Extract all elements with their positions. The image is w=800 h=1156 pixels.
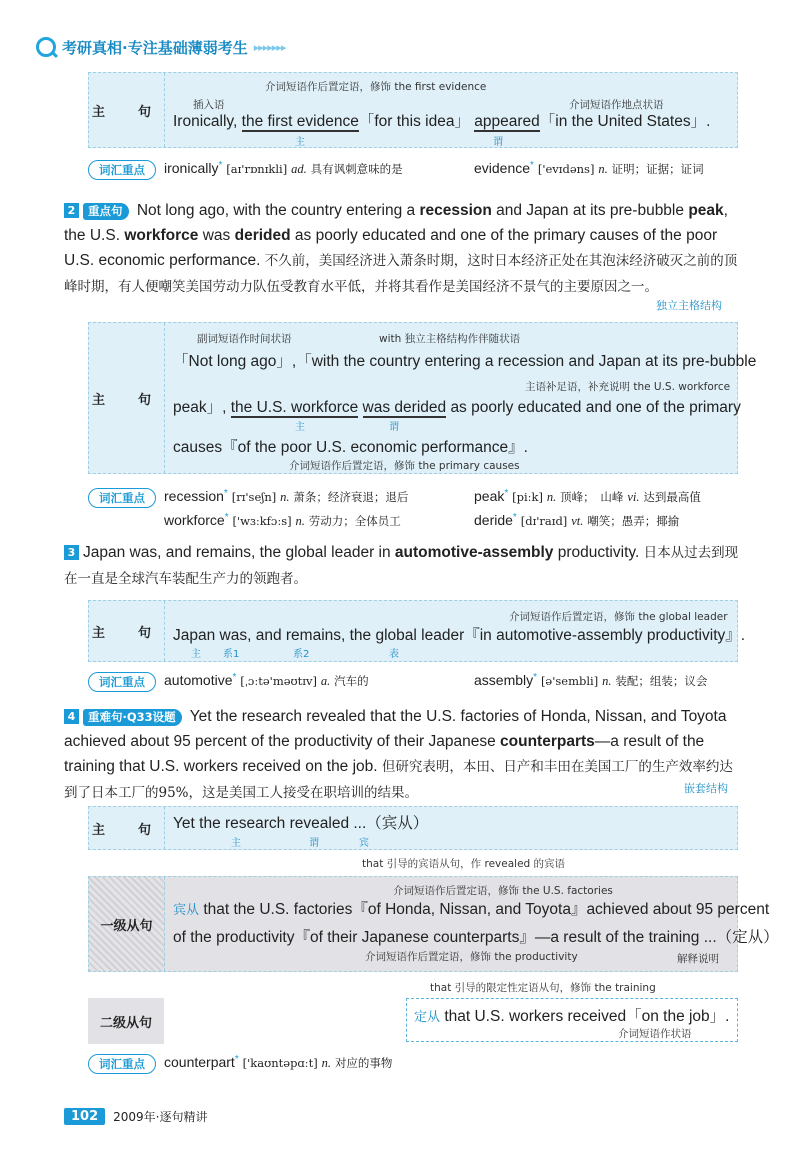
vocab-item: peak* [piːk] n. 顶峰； 山峰 vi. 达到最高值 bbox=[474, 488, 701, 504]
sentence-line: Ironically, the first evidence「for this idea」 appeared「in the United States」. bbox=[173, 113, 711, 130]
box-label: 主 句 bbox=[89, 73, 165, 147]
sentence-line: Yet the research revealed ...（宾从） bbox=[173, 815, 429, 832]
analysis-box-4 bbox=[88, 806, 738, 850]
annotation: 介词短语作后置定语，修饰 the primary causes bbox=[289, 460, 520, 472]
annotation: 介词短语作后置定语，修饰 the first evidence bbox=[265, 81, 487, 93]
vocab-item: assembly* [ə'sembli] n. 装配；组装；议会 bbox=[474, 672, 708, 688]
sentence-line: Japan was, and remains, the global leader『in automotive-assembly productivity』. bbox=[173, 627, 746, 644]
tag-subject: 主 bbox=[295, 422, 305, 433]
vocab-badge: 词汇重点 bbox=[88, 672, 156, 692]
vocab-item: evidence* ['evɪdəns] n. 证明；证据；证词 bbox=[474, 160, 704, 176]
sentence-number: 2 bbox=[64, 203, 79, 218]
annotation: 介词短语作后置定语，修饰 the global leader bbox=[509, 611, 728, 623]
analysis-box-6 bbox=[88, 998, 738, 1044]
vocab-badge: 词汇重点 bbox=[88, 488, 156, 508]
tag-subject: 主 bbox=[191, 649, 201, 660]
box-label: 二级从句 bbox=[88, 998, 164, 1044]
annotation: 介词短语作地点状语 bbox=[569, 99, 664, 111]
vocab-item: counterpart* ['kaʊntəpɑːt] n. 对应的事物 bbox=[164, 1054, 393, 1070]
tag-predicate: 谓 bbox=[493, 137, 503, 148]
box-label: 一级从句 bbox=[89, 877, 165, 971]
box-label: 主 句 bbox=[89, 323, 165, 473]
structure-tag: 独立主格结构 bbox=[656, 299, 722, 312]
vocab-item: deride* [dɪ'raɪd] vt. 嘲笑；愚弄；揶揄 bbox=[474, 512, 680, 528]
annotation: 主语补足语，补充说明 the U.S. workforce bbox=[525, 381, 731, 393]
vocab-item: automotive* [ˌɔːtə'məʊtɪv] a. 汽车的 bbox=[164, 672, 369, 688]
header-title: 考研真相·专注基础薄弱考生 bbox=[62, 38, 248, 57]
annotation: 介词短语作后置定语，修饰 the U.S. factories bbox=[393, 885, 613, 897]
annotation: 介词短语作状语 bbox=[618, 1028, 692, 1040]
annotation: that 引导的宾语从句，作 revealed 的宾语 bbox=[362, 858, 566, 870]
tag-predicate: 谓 bbox=[389, 422, 399, 433]
vocab-item: recession* [rɪ'seʃn] n. 萧条；经济衰退；退后 bbox=[164, 488, 409, 504]
tag-subject: 主 bbox=[295, 137, 305, 148]
analysis-box-3 bbox=[88, 600, 746, 662]
box-label: 主 句 bbox=[89, 601, 165, 661]
sentence-number: 3 bbox=[64, 545, 79, 560]
page-number: 102 bbox=[64, 1108, 105, 1125]
arrows-icon: ▸▸▸▸▸▸▸ bbox=[253, 40, 286, 54]
vocab-badge: 词汇重点 bbox=[88, 1054, 156, 1074]
box-label: 主 句 bbox=[89, 807, 165, 849]
annotation: 介词短语作后置定语，修饰 the productivity bbox=[365, 951, 578, 963]
sentence-number: 4 bbox=[64, 709, 79, 724]
tag-predicative: 表 bbox=[389, 649, 399, 660]
tag-copula-1: 系1 bbox=[223, 649, 240, 660]
annotation: 解释说明 bbox=[677, 953, 719, 965]
sentence-paragraph-4: 4 重难句·Q33设题 Yet the research revealed that the U.S. factories of Honda, Nissan, and Toyota achieved about 95 percent of the productivity of their Japanese counterparts—a result of the training that U.S. workers received on the job. 但研究表明，本田、日产和丰田在美国工厂的生产效率约达到了日本工厂的95%，这是美国工人接受在职培训的结果。 bbox=[64, 708, 733, 801]
annotation: 插入语 bbox=[193, 99, 225, 111]
vocab-item: workforce* ['wɜːkfɔːs] n. 劳动力；全体员工 bbox=[164, 512, 401, 528]
tag-subject: 主 bbox=[231, 838, 241, 849]
tag-copula-2: 系2 bbox=[293, 649, 310, 660]
difficult-sentence-flag: 重难句·Q33设题 bbox=[83, 709, 182, 726]
key-sentence-flag: 重点句 bbox=[83, 203, 129, 220]
vocab-row-2 bbox=[88, 488, 748, 534]
sentence-line: of the productivity『of their Japanese counterparts』—a result of the training ...（定从） bbox=[173, 929, 779, 946]
annotation: that 引导的限定性定语从句，修饰 the training bbox=[430, 982, 656, 994]
footer-text: 2009年·逐句精讲 bbox=[113, 1110, 208, 1124]
sentence-line: 「Not long ago」,「with the country entering a recession and Japan at its pre-bubble bbox=[173, 353, 757, 370]
page-footer bbox=[64, 1108, 208, 1125]
vocab-badge: 词汇重点 bbox=[88, 160, 156, 180]
analysis-box-5 bbox=[88, 876, 779, 972]
logo-q-icon bbox=[36, 37, 56, 57]
annotation: with 独立主格结构作伴随状语 bbox=[379, 333, 521, 345]
vocab-row-1 bbox=[88, 160, 748, 184]
vocab-item: ironically* [aɪ'rɒnɪkli] ad. 具有讽刺意味的是 bbox=[164, 160, 403, 176]
sentence-line: 定从 that U.S. workers received「on the job」. bbox=[414, 1008, 730, 1025]
sentence-line: causes『of the poor U.S. economic performance』. bbox=[173, 439, 528, 456]
sentence-paragraph-2: 2 重点句 Not long ago, with the country entering a recession and Japan at its pre-bubble peak, the U.S. workforce was derided as poorly educated and one of the primary causes of the poor U.S. economic performance. 不久前，美国经济进入萧条时期，这时日本经济正处在其泡沫经济破灭之前的顶峰时期，有人便嘲笑美国劳动力队伍受教育水平低，并将其看作是美国经济不景气的主要原因之一。 bbox=[64, 202, 738, 295]
page-header bbox=[36, 34, 285, 60]
analysis-box-2 bbox=[88, 322, 757, 474]
sentence-paragraph-3: 3 Japan was, and remains, the global leader in automotive-assembly productivity. 日本从过去到现在一直是全球汽车装配生产力的领跑者。 bbox=[64, 544, 739, 587]
sentence-line: 宾从 that the U.S. factories『of Honda, Nissan, and Toyota』achieved about 95 percent bbox=[173, 901, 770, 918]
sentence-line: peak」, the U.S. workforce was derided as poorly educated and one of the primary bbox=[173, 399, 741, 416]
tag-predicate: 谓 bbox=[309, 838, 319, 849]
vocab-row-4 bbox=[88, 1054, 748, 1078]
analysis-box-1 bbox=[88, 72, 738, 148]
annotation: 副词短语作时间状语 bbox=[197, 333, 292, 345]
vocab-row-3 bbox=[88, 672, 748, 696]
tag-object: 宾 bbox=[359, 838, 369, 849]
structure-tag: 嵌套结构 bbox=[684, 782, 728, 795]
